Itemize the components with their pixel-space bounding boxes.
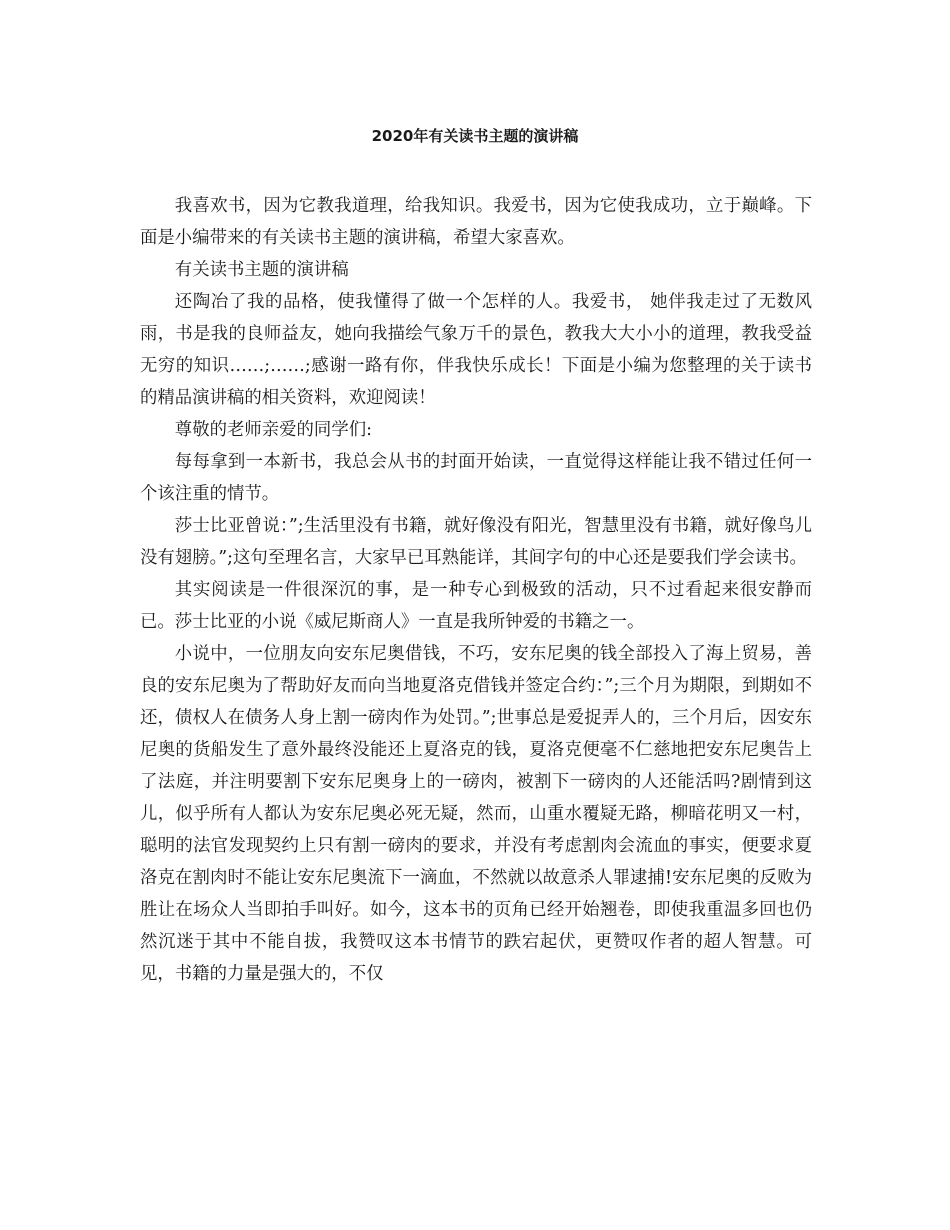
document-body xyxy=(140,190,812,990)
document-title: 2020年有关读书主题的演讲稿 xyxy=(371,127,579,145)
paragraph-merchant-story: 小说中，一位朋友向安东尼奥借钱，不巧，安东尼奥的钱全部投入了海上贸易，善良的安东尼奥为了帮助好友而向当地夏洛克借钱并签定合约：”;三个月为期限，到期如不还，债权人在债务人身上割一磅肉作为处罚。”;世事总是爱捉弄人的，三个月后，因安东尼奥的货船发生了意外最终没能还上夏洛克的钱，夏洛克便毫不仁慈地把安东尼奥告上了法庭，并注明要割下安东尼奥身上的一磅肉，被割下一磅肉的人还能活吗?剧情到这儿，似乎所有人都认为安东尼奥必死无疑，然而，山重水覆疑无路，柳暗花明又一村，聪明的法官发现契约上只有割一磅肉的要求，并没有考虑割肉会流血的事实，便要求夏洛克在割肉时不能让安东尼奥流下一滴血，不然就以故意杀人罪逮捕!安东尼奥的反败为胜让在场众人当即拍手叫好。如今，这本书的页角已经开始翘卷，即使我重温多回也仍然沉迷于其中不能自拔，我赞叹这本书情节的跌宕起伏，更赞叹作者的超人智慧。可见，书籍的力量是强大的，不仅 xyxy=(140,644,812,984)
paragraph-intro: 我喜欢书，因为它教我道理，给我知识。我爱书，因为它使我成功，立于巅峰。下面是小编带来的有关读书主题的演讲稿，希望大家喜欢。 xyxy=(140,196,812,248)
paragraph-new-book: 每每拿到一本新书，我总会从书的封面开始读，一直觉得这样能让我不错过任何一个该注重的情节。 xyxy=(140,452,812,504)
paragraph-subtitle: 有关读书主题的演讲稿 xyxy=(174,260,349,280)
paragraph-reading: 其实阅读是一件很深沉的事，是一种专心到极致的活动，只不过看起来很安静而已。莎士比亚的小说《威尼斯商人》一直是我所钟爱的书籍之一。 xyxy=(140,580,812,632)
paragraph-shakespeare-quote: 莎士比亚曾说：”;生活里没有书籍，就好像没有阳光，智慧里没有书籍，就好像鸟儿没有翅膀。”;这句至理名言，大家早已耳熟能详，其间字句的中心还是要我们学会读书。 xyxy=(140,516,812,568)
paragraph-salutation: 尊敬的老师亲爱的同学们: xyxy=(174,420,372,440)
paragraph-summary: 还陶冶了我的品格，使我懂得了做一个怎样的人。我爱书， 她伴我走过了无数风雨，书是我的良师益友，她向我描绘气象万千的景色，教我大大小小的道理，教我受益无穷的知识……;……;感谢一路有你，伴我快乐成长！下面是小编为您整理的关于读书的精品演讲稿的相关资料，欢迎阅读！ xyxy=(140,292,812,408)
